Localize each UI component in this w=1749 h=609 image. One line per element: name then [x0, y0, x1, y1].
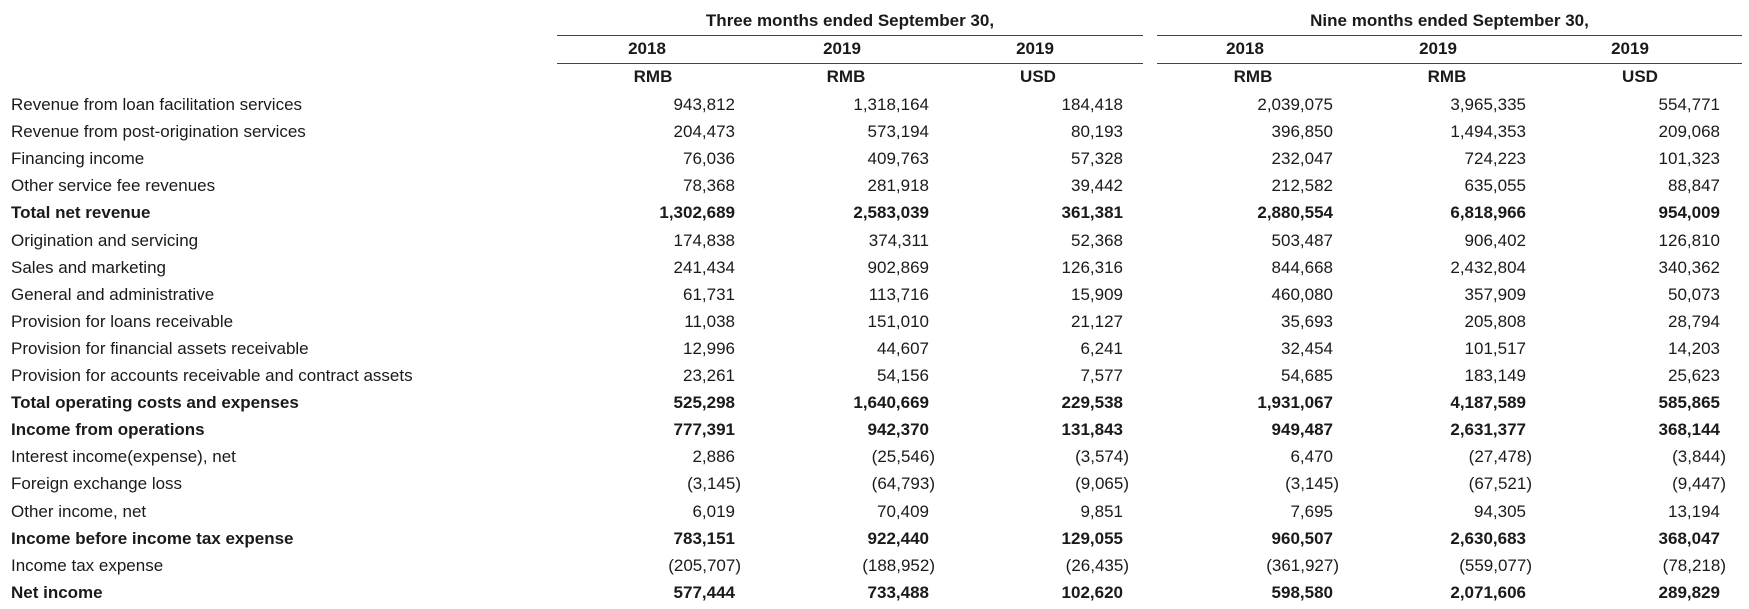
row-value-col-5: 2,432,804 [1450, 257, 1526, 277]
row-value-col-2: 281,918 [867, 176, 929, 196]
row-value-col-1: 783,151 [673, 528, 735, 548]
col-currency-4: RMB [1233, 67, 1273, 86]
row-value-col-4: (3,145) [1285, 474, 1339, 494]
row-value-col-1: 11,038 [684, 311, 735, 331]
row-value-col-4: 35,693 [1281, 311, 1333, 331]
row-value-col-5: (67,521) [1468, 474, 1532, 494]
row-value-col-1: (3,145) [687, 474, 741, 494]
header-rule-three-top [557, 35, 1143, 36]
row-value-col-6: 25,623 [1668, 366, 1720, 385]
col-currency-1: RMB [633, 67, 673, 86]
table-row [0, 498, 1749, 525]
row-value-col-2: 902,869 [867, 257, 929, 277]
row-label: Income tax expense [11, 555, 164, 575]
row-value-col-4: 32,454 [1281, 338, 1333, 358]
row-value-col-3: 131,843 [1061, 420, 1123, 440]
row-value-col-5: 1,494,353 [1450, 122, 1526, 142]
row-value-col-4: 460,080 [1271, 284, 1333, 304]
row-value-col-1: 61,731 [683, 284, 735, 304]
col-currency-6: USD [1622, 67, 1658, 86]
row-value-col-6: 28,794 [1668, 311, 1720, 331]
row-value-col-4: 598,580 [1271, 582, 1333, 602]
row-value-col-2: 1,640,669 [853, 393, 929, 413]
row-value-col-5: 724,223 [1464, 149, 1526, 169]
row-value-col-3: 7,577 [1080, 366, 1123, 385]
row-value-col-1: 78,368 [683, 176, 735, 196]
table-row [0, 525, 1749, 552]
row-value-col-4: 6,470 [1290, 447, 1333, 467]
table-row [0, 172, 1749, 199]
row-label: General and administrative [11, 284, 215, 304]
row-label: Provision for financial assets receivable [11, 338, 309, 358]
row-value-col-5: 183,149 [1464, 366, 1526, 385]
table-row [0, 199, 1749, 226]
col-year-5: 2019 [1419, 39, 1457, 58]
row-value-col-6: 126,810 [1658, 230, 1720, 250]
row-value-col-6: (3,844) [1672, 447, 1726, 467]
row-value-col-6: 209,068 [1658, 122, 1720, 142]
col-currency-2: RMB [826, 67, 866, 86]
row-value-col-1: 23,261 [683, 366, 735, 385]
row-value-col-1: 241,434 [673, 257, 735, 277]
row-value-col-4: 396,850 [1271, 122, 1333, 142]
row-value-col-5: 906,402 [1464, 230, 1526, 250]
row-value-col-5: 2,071,606 [1450, 582, 1526, 602]
row-value-col-3: 102,620 [1061, 582, 1123, 602]
row-value-col-3: 361,381 [1061, 203, 1123, 223]
col-year-4: 2018 [1226, 39, 1264, 58]
row-value-col-6: 13,194 [1668, 501, 1720, 521]
table-row [0, 335, 1749, 362]
row-value-col-4: 844,668 [1271, 257, 1333, 277]
row-label: Foreign exchange loss [11, 474, 183, 494]
row-value-col-6: 954,009 [1658, 203, 1720, 223]
row-label: Total net revenue [11, 203, 151, 223]
row-label: Total operating costs and expenses [11, 393, 299, 413]
header-rule-three-mid [557, 63, 1143, 64]
row-label: Revenue from loan facilitation services [11, 95, 303, 114]
row-value-col-1: 12,996 [683, 338, 735, 358]
col-currency-5: RMB [1427, 67, 1467, 86]
row-value-col-6: 289,829 [1658, 582, 1720, 602]
row-value-col-5: 3,965,335 [1450, 95, 1526, 114]
row-value-col-1: 6,019 [692, 501, 735, 521]
row-value-col-1: 943,812 [673, 95, 735, 114]
row-value-col-1: 76,036 [683, 149, 735, 169]
row-label: Interest income(expense), net [11, 447, 236, 467]
row-value-col-2: 942,370 [867, 420, 929, 440]
row-value-col-3: 52,368 [1071, 230, 1123, 250]
row-label: Net income [11, 582, 103, 602]
row-value-col-4: 1,931,067 [1257, 393, 1333, 413]
row-label: Other income, net [11, 501, 147, 521]
header-rule-nine-top [1157, 35, 1742, 36]
row-value-col-5: 205,808 [1464, 311, 1526, 331]
row-value-col-2: 54,156 [877, 366, 929, 385]
row-value-col-1: 1,302,689 [659, 203, 735, 223]
row-value-col-6: 368,144 [1658, 420, 1720, 440]
row-value-col-5: 2,631,377 [1450, 420, 1526, 440]
row-value-col-2: 113,716 [868, 284, 929, 304]
table-row [0, 443, 1749, 470]
table-row [0, 579, 1749, 606]
row-value-col-3: 184,418 [1061, 95, 1123, 114]
group-header-nine-months: Nine months ended September 30, [1310, 11, 1589, 30]
row-label: Provision for loans receivable [11, 311, 234, 331]
row-value-col-4: 54,685 [1281, 366, 1333, 385]
row-value-col-4: 960,507 [1271, 528, 1333, 548]
row-value-col-4: 232,047 [1271, 149, 1333, 169]
row-label: Revenue from post-origination services [11, 122, 306, 142]
row-value-col-3: 80,193 [1071, 122, 1123, 142]
row-value-col-1: (205,707) [668, 555, 741, 575]
table-row [0, 552, 1749, 579]
row-value-col-5: 6,818,966 [1450, 203, 1526, 223]
row-value-col-2: 573,194 [867, 122, 929, 142]
row-value-col-1: 577,444 [673, 582, 735, 602]
row-value-col-1: 525,298 [673, 393, 735, 413]
row-label: Sales and marketing [11, 257, 166, 277]
row-value-col-6: 101,323 [1658, 149, 1720, 169]
table-row [0, 308, 1749, 335]
group-header-three-months: Three months ended September 30, [705, 11, 995, 30]
row-value-col-3: 9,851 [1080, 501, 1123, 521]
row-value-col-2: 374,311 [868, 230, 929, 250]
row-value-col-3: (26,435) [1065, 555, 1129, 575]
row-label: Income from operations [11, 420, 205, 440]
row-value-col-5: 635,055 [1464, 176, 1526, 196]
row-value-col-3: 6,241 [1080, 338, 1123, 358]
row-value-col-4: 949,487 [1271, 420, 1333, 440]
table-row [0, 416, 1749, 443]
row-value-col-2: 151,010 [867, 311, 929, 331]
row-value-col-4: 2,880,554 [1257, 203, 1333, 223]
row-value-col-5: 357,909 [1464, 284, 1526, 304]
row-value-col-6: 88,847 [1668, 176, 1720, 196]
row-value-col-3: 57,328 [1071, 149, 1123, 169]
row-label: Other service fee revenues [11, 176, 216, 196]
row-value-col-5: 101,517 [1464, 338, 1526, 358]
row-value-col-2: 1,318,164 [853, 95, 929, 114]
table-row [0, 389, 1749, 416]
table-row [0, 145, 1749, 172]
row-value-col-6: 554,771 [1658, 95, 1720, 114]
row-value-col-6: 50,073 [1668, 284, 1720, 304]
row-value-col-6: (9,447) [1672, 474, 1726, 494]
row-value-col-1: 777,391 [673, 420, 735, 440]
row-value-col-6: 340,362 [1658, 257, 1720, 277]
row-value-col-4: 503,487 [1271, 230, 1333, 250]
table-row [0, 470, 1749, 497]
row-value-col-2: 409,763 [867, 149, 929, 169]
row-value-col-5: 94,305 [1474, 501, 1526, 521]
table-row [0, 118, 1749, 145]
row-value-col-2: 70,409 [877, 501, 929, 521]
row-value-col-5: (27,478) [1468, 447, 1532, 467]
col-year-6: 2019 [1611, 39, 1649, 58]
row-value-col-6: 585,865 [1658, 393, 1720, 413]
row-value-col-5: 2,630,683 [1450, 528, 1526, 548]
row-value-col-6: 368,047 [1658, 528, 1720, 548]
table-row [0, 227, 1749, 254]
row-value-col-4: (361,927) [1266, 555, 1339, 575]
table-row [0, 362, 1749, 389]
row-value-col-4: 7,695 [1290, 501, 1333, 521]
table-row [0, 281, 1749, 308]
row-value-col-3: (9,065) [1075, 474, 1129, 494]
row-value-col-3: 15,909 [1071, 284, 1123, 304]
row-label: Income before income tax expense [11, 528, 294, 548]
col-currency-3: USD [1020, 67, 1056, 86]
row-value-col-6: 14,203 [1668, 338, 1720, 358]
row-value-col-3: 126,316 [1061, 257, 1123, 277]
row-label: Financing income [11, 149, 145, 169]
col-year-1: 2018 [628, 39, 666, 58]
row-value-col-3: 39,442 [1071, 176, 1123, 196]
row-value-col-1: 174,838 [673, 230, 735, 250]
row-value-col-4: 2,039,075 [1257, 95, 1333, 114]
row-value-col-3: 21,127 [1071, 311, 1123, 331]
row-value-col-3: 229,538 [1061, 393, 1123, 413]
col-year-2: 2019 [823, 39, 861, 58]
row-value-col-1: 204,473 [673, 122, 735, 142]
row-value-col-3: (3,574) [1075, 447, 1129, 467]
row-value-col-2: (25,546) [871, 447, 935, 467]
row-label: Origination and servicing [11, 230, 199, 250]
row-value-col-2: (64,793) [871, 474, 935, 494]
row-value-col-2: 2,583,039 [853, 203, 929, 223]
row-value-col-5: (559,077) [1459, 555, 1532, 575]
row-value-col-2: (188,952) [862, 555, 935, 575]
row-value-col-3: 129,055 [1061, 528, 1123, 548]
row-label: Provision for accounts receivable and contract assets [11, 366, 413, 385]
row-value-col-6: (78,218) [1662, 555, 1726, 575]
table-row [0, 91, 1749, 118]
row-value-col-5: 4,187,589 [1450, 393, 1526, 413]
row-value-col-1: 2,886 [692, 447, 735, 467]
row-value-col-2: 733,488 [867, 582, 929, 602]
col-year-3: 2019 [1016, 39, 1054, 58]
header-rule-nine-mid [1157, 63, 1742, 64]
row-value-col-4: 212,582 [1271, 176, 1333, 196]
row-value-col-2: 44,607 [877, 338, 929, 358]
row-value-col-2: 922,440 [867, 528, 929, 548]
table-row [0, 254, 1749, 281]
